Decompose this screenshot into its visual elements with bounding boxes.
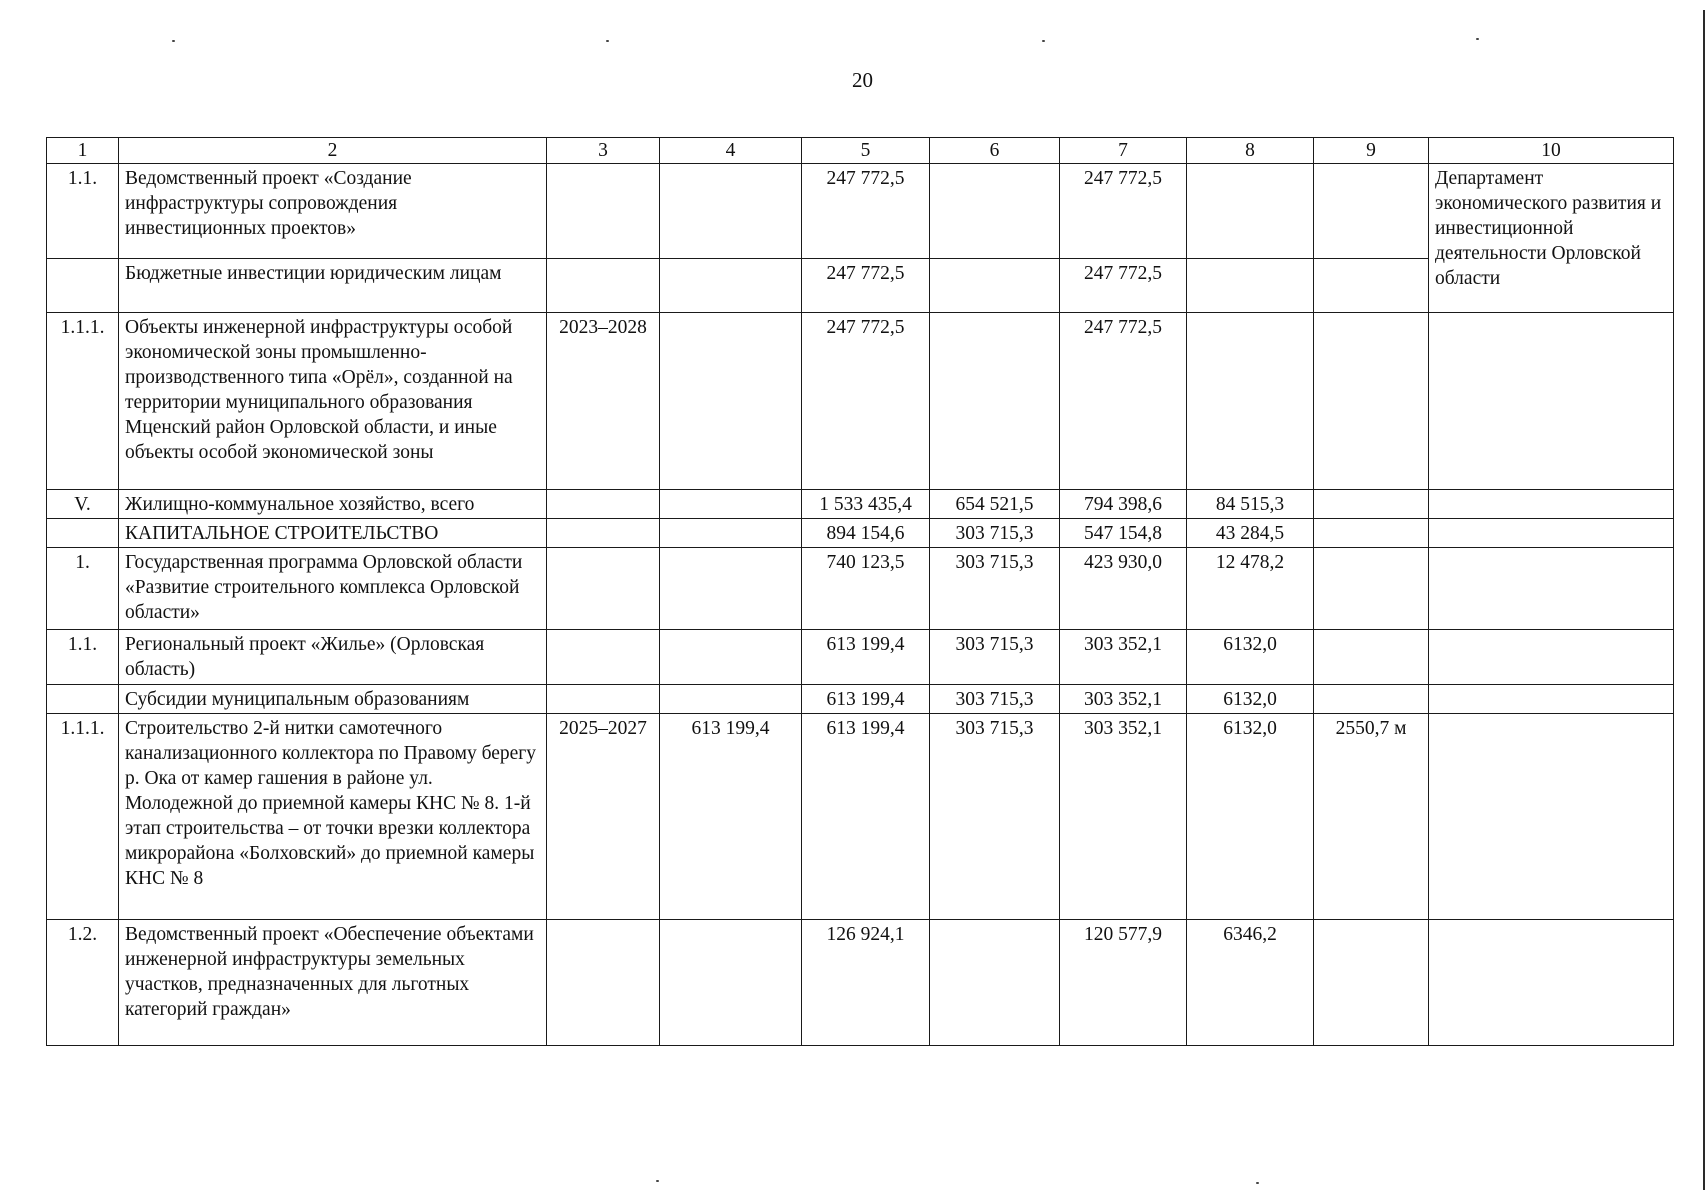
row-name-cell: Жилищно-коммунальное хозяйство, всего (119, 490, 547, 519)
cell-col5: 126 924,1 (802, 920, 930, 1046)
scan-speck (1256, 1182, 1259, 1184)
cell-col3 (547, 920, 660, 1046)
header-cell: 5 (802, 138, 930, 164)
cell-col5: 740 123,5 (802, 548, 930, 630)
cell-col4 (660, 164, 802, 259)
scan-speck (1476, 38, 1479, 40)
cell-col6 (930, 920, 1060, 1046)
table-row (47, 548, 1674, 630)
table-row (47, 519, 1674, 548)
cell-col5: 613 199,4 (802, 685, 930, 714)
cell-col9 (1314, 164, 1429, 259)
cell-col3: 2023–2028 (547, 313, 660, 490)
cell-col4 (660, 519, 802, 548)
cell-col3 (547, 490, 660, 519)
cell-col5: 247 772,5 (802, 259, 930, 313)
cell-col10 (1429, 519, 1674, 548)
cell-col3: 2025–2027 (547, 714, 660, 920)
cell-col5: 613 199,4 (802, 714, 930, 920)
cell-col8: 84 515,3 (1187, 490, 1314, 519)
row-number-cell: 1.1. (47, 164, 119, 259)
cell-col9 (1314, 259, 1429, 313)
row-name-cell: Региональный проект «Жилье» (Орловская область) (119, 630, 547, 685)
cell-col9 (1314, 630, 1429, 685)
cell-col8: 6346,2 (1187, 920, 1314, 1046)
cell-col6: 303 715,3 (930, 548, 1060, 630)
cell-col4 (660, 548, 802, 630)
header-cell: 9 (1314, 138, 1429, 164)
cell-col3 (547, 548, 660, 630)
table-row (47, 630, 1674, 685)
table-header-row (47, 138, 1674, 164)
cell-col9 (1314, 920, 1429, 1046)
cell-col10 (1429, 920, 1674, 1046)
row-name-cell: Строительство 2-й нитки самотечного канализационного коллектора по Правому берегу р. Ока от камер гашения в районе ул. Молодежной до приемной камеры КНС № 8. 1-й этап строительства – от точки врезки коллектора микрорайона «Болховский» до приемной камеры КНС № 8 (119, 714, 547, 920)
cell-col6: 303 715,3 (930, 630, 1060, 685)
header-cell: 3 (547, 138, 660, 164)
cell-col4 (660, 313, 802, 490)
cell-col3 (547, 519, 660, 548)
table-row (47, 313, 1674, 490)
row-name-cell: Государственная программа Орловской области «Развитие строительного комплекса Орловской области» (119, 548, 547, 630)
cell-col6: 654 521,5 (930, 490, 1060, 519)
row-name-cell: Бюджетные инвестиции юридическим лицам (119, 259, 547, 313)
cell-col4 (660, 490, 802, 519)
header-cell: 2 (119, 138, 547, 164)
cell-col5: 1 533 435,4 (802, 490, 930, 519)
cell-col8: 6132,0 (1187, 630, 1314, 685)
budget-table (46, 137, 1674, 1046)
cell-col10 (1429, 313, 1674, 490)
row-number-cell (47, 685, 119, 714)
cell-col3 (547, 685, 660, 714)
cell-col8 (1187, 313, 1314, 490)
cell-col9 (1314, 519, 1429, 548)
cell-col5: 894 154,6 (802, 519, 930, 548)
row-number-cell: 1. (47, 548, 119, 630)
scan-speck (1042, 40, 1045, 42)
cell-col8: 6132,0 (1187, 685, 1314, 714)
row-name-cell: Объекты инженерной инфраструктуры особой экономической зоны промышленно-производственного типа «Орёл», созданной на территории муниципального образования Мценский район Орловской области, и иные объекты особой экономической зоны (119, 313, 547, 490)
cell-col7: 247 772,5 (1060, 313, 1187, 490)
cell-col3 (547, 259, 660, 313)
cell-col6 (930, 313, 1060, 490)
header-cell: 1 (47, 138, 119, 164)
header-cell: 6 (930, 138, 1060, 164)
cell-col4 (660, 259, 802, 313)
cell-col7: 303 352,1 (1060, 630, 1187, 685)
scan-speck (172, 40, 175, 42)
cell-col7: 247 772,5 (1060, 164, 1187, 259)
row-number-cell (47, 259, 119, 313)
table-row (47, 490, 1674, 519)
cell-col4 (660, 685, 802, 714)
row-number-cell: V. (47, 490, 119, 519)
cell-col7: 547 154,8 (1060, 519, 1187, 548)
table-row (47, 714, 1674, 920)
cell-col7: 794 398,6 (1060, 490, 1187, 519)
cell-col8: 12 478,2 (1187, 548, 1314, 630)
header-cell: 4 (660, 138, 802, 164)
cell-col10 (1429, 714, 1674, 920)
header-cell: 8 (1187, 138, 1314, 164)
responsible-department-cell: Департамент экономического развития и инвестиционной деятельности Орловской области (1429, 164, 1674, 313)
row-name-cell: Ведомственный проект «Обеспечение объектами инженерной инфраструктуры земельных участков, предназначенных для льготных категорий граждан» (119, 920, 547, 1046)
cell-col10 (1429, 630, 1674, 685)
scan-speck (606, 40, 609, 42)
scan-speck (656, 1180, 659, 1182)
cell-col10 (1429, 685, 1674, 714)
header-cell: 10 (1429, 138, 1674, 164)
cell-col9 (1314, 490, 1429, 519)
cell-col7: 247 772,5 (1060, 259, 1187, 313)
cell-col6 (930, 259, 1060, 313)
row-name-cell: Субсидии муниципальным образованиям (119, 685, 547, 714)
cell-col9 (1314, 548, 1429, 630)
cell-col7: 120 577,9 (1060, 920, 1187, 1046)
cell-col9: 2550,7 м (1314, 714, 1429, 920)
row-number-cell: 1.1.1. (47, 313, 119, 490)
cell-col9 (1314, 313, 1429, 490)
row-name-cell: Ведомственный проект «Создание инфраструктуры сопровождения инвестиционных проектов» (119, 164, 547, 259)
header-cell: 7 (1060, 138, 1187, 164)
cell-col7: 423 930,0 (1060, 548, 1187, 630)
cell-col8 (1187, 164, 1314, 259)
cell-col6 (930, 164, 1060, 259)
cell-col5: 247 772,5 (802, 313, 930, 490)
row-number-cell: 1.2. (47, 920, 119, 1046)
cell-col6: 303 715,3 (930, 519, 1060, 548)
cell-col7: 303 352,1 (1060, 685, 1187, 714)
table-row (47, 164, 1674, 259)
row-number-cell: 1.1. (47, 630, 119, 685)
cell-col5: 247 772,5 (802, 164, 930, 259)
cell-col3 (547, 630, 660, 685)
cell-col10 (1429, 548, 1674, 630)
cell-col5: 613 199,4 (802, 630, 930, 685)
table-row (47, 920, 1674, 1046)
table-row (47, 685, 1674, 714)
page-number: 20 (852, 68, 873, 92)
cell-col4 (660, 920, 802, 1046)
cell-col8: 43 284,5 (1187, 519, 1314, 548)
cell-col6: 303 715,3 (930, 714, 1060, 920)
row-number-cell: 1.1.1. (47, 714, 119, 920)
cell-col8 (1187, 259, 1314, 313)
cell-col4: 613 199,4 (660, 714, 802, 920)
cell-col9 (1314, 685, 1429, 714)
row-name-cell: КАПИТАЛЬНОЕ СТРОИТЕЛЬСТВО (119, 519, 547, 548)
row-number-cell (47, 519, 119, 548)
cell-col3 (547, 164, 660, 259)
cell-col6: 303 715,3 (930, 685, 1060, 714)
cell-col7: 303 352,1 (1060, 714, 1187, 920)
cell-col8: 6132,0 (1187, 714, 1314, 920)
cell-col4 (660, 630, 802, 685)
cell-col10 (1429, 490, 1674, 519)
